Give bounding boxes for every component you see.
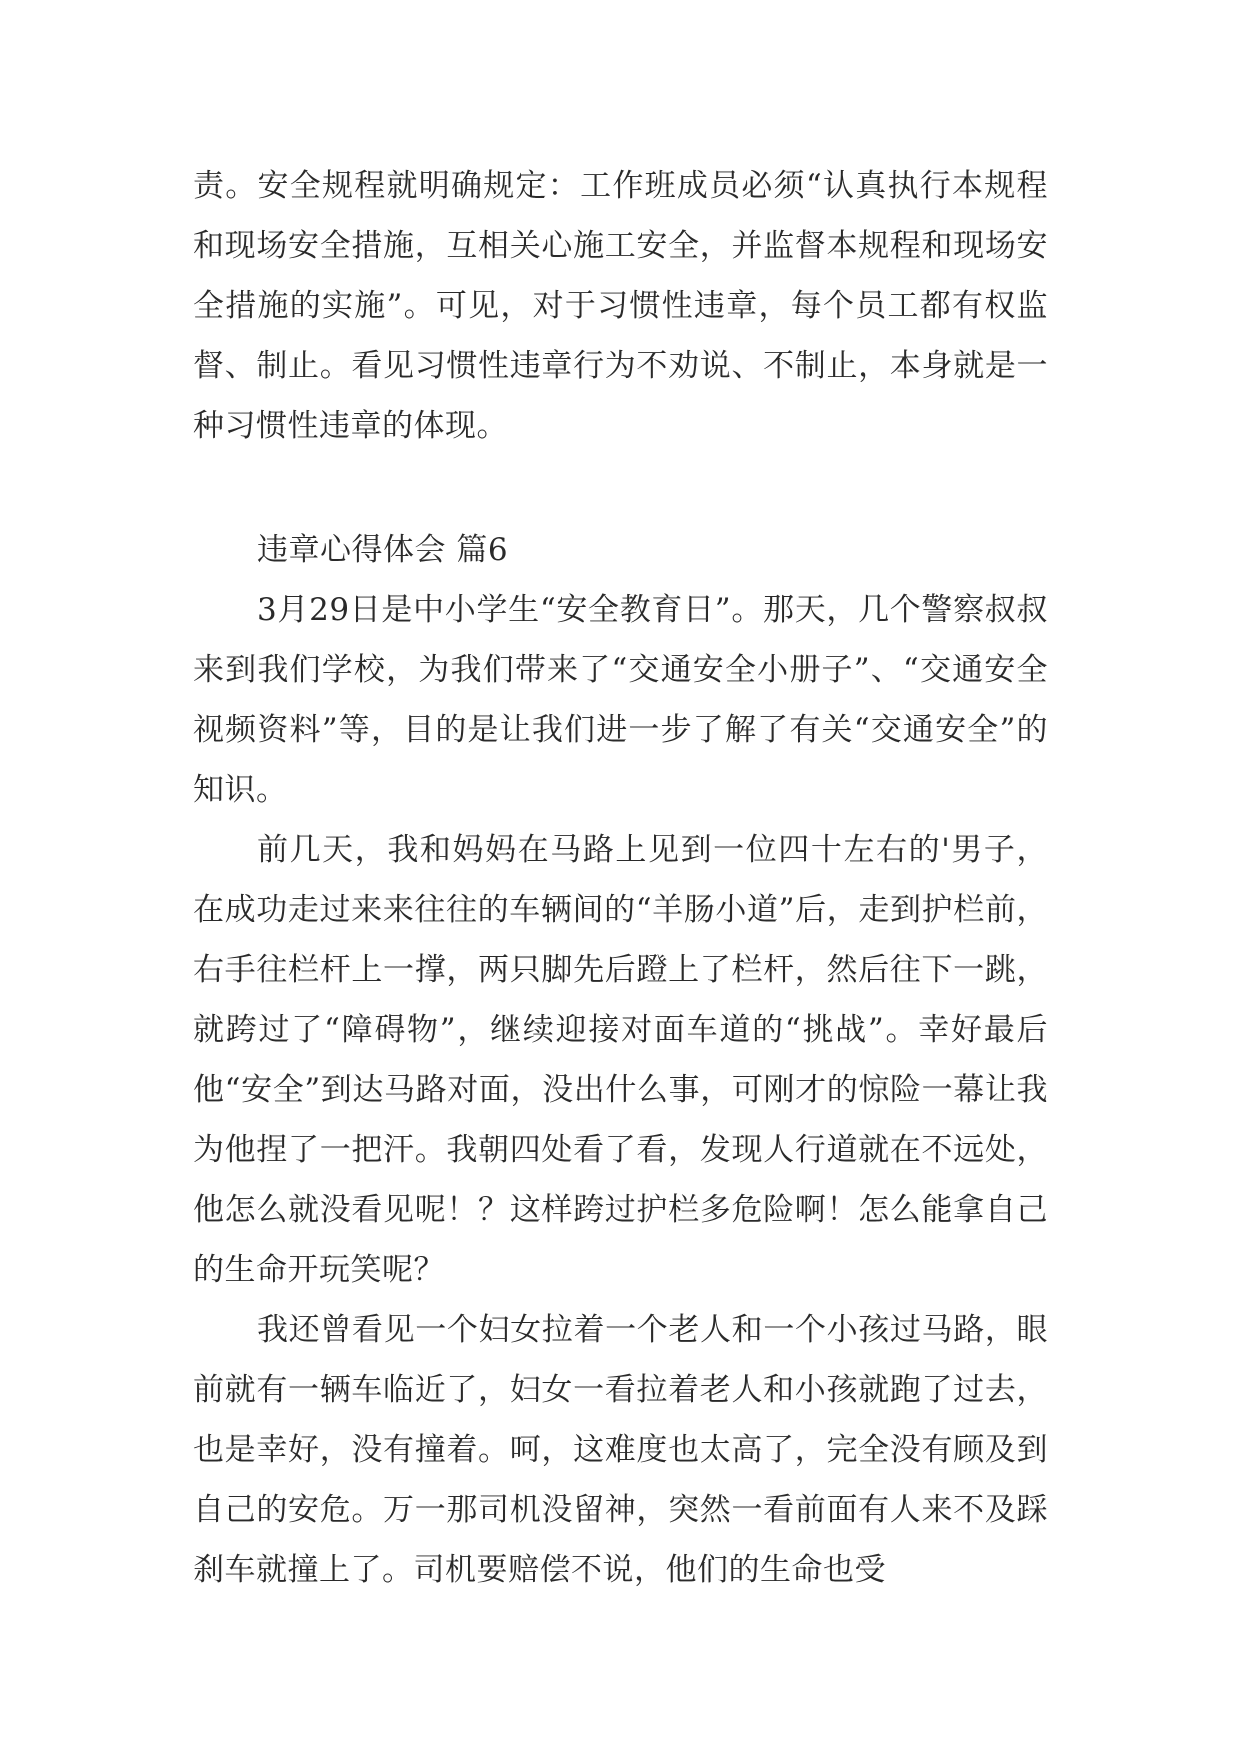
paragraph-2: 前几天，我和妈妈在马路上见到一位四十左右的'男子，在成功走过来来往往的车辆间的“羊肠小道”后，走到护栏前，右手往栏杆上一撑，两只脚先后蹬上了栏杆，然后往下一跳，就跨过了“障碍物”，继续迎接对面车道的“挑战”。幸好最后他“安全”到达马路对面，没出什么事，可刚才的惊险一幕让我为他捏了一把汗。我朝四处看了看，发现人行道就在不远处，他怎么就没看见呢！？这样跨过护栏多危险啊！怎么能拿自己的生命开玩笑呢？ <box>193 832 1048 1288</box>
continued-paragraph: 责。安全规程就明确规定：工作班成员必须“认真执行本规程和现场安全措施，互相关心施工安全，并监督本规程和现场安全措施的实施”。可见，对于习惯性违章，每个员工都有权监督、制止。看见习惯性违章行为不劝说、不制止，本身就是一种习惯性违章的体现。 <box>193 168 1048 444</box>
section-spacer <box>193 456 1048 520</box>
paragraph-3: 我还曾看见一个妇女拉着一个老人和一个小孩过马路，眼前就有一辆车临近了，妇女一看拉着老人和小孩就跑了过去，也是幸好，没有撞着。呵，这难度也太高了，完全没有顾及到自己的安危。万一那司机没留神，突然一看前面有人来不及踩刹车就撞上了。司机要赔偿不说，他们的生命也受 <box>193 1312 1048 1588</box>
paragraph-1: 3月29日是中小学生“安全教育日”。那天，几个警察叔叔来到我们学校，为我们带来了“交通安全小册子”、“交通安全视频资料”等，目的是让我们进一步了解了有关“交通安全”的知识。 <box>193 592 1048 808</box>
document-body <box>193 156 1048 1600</box>
section-heading: 违章心得体会 篇6 <box>257 532 509 568</box>
